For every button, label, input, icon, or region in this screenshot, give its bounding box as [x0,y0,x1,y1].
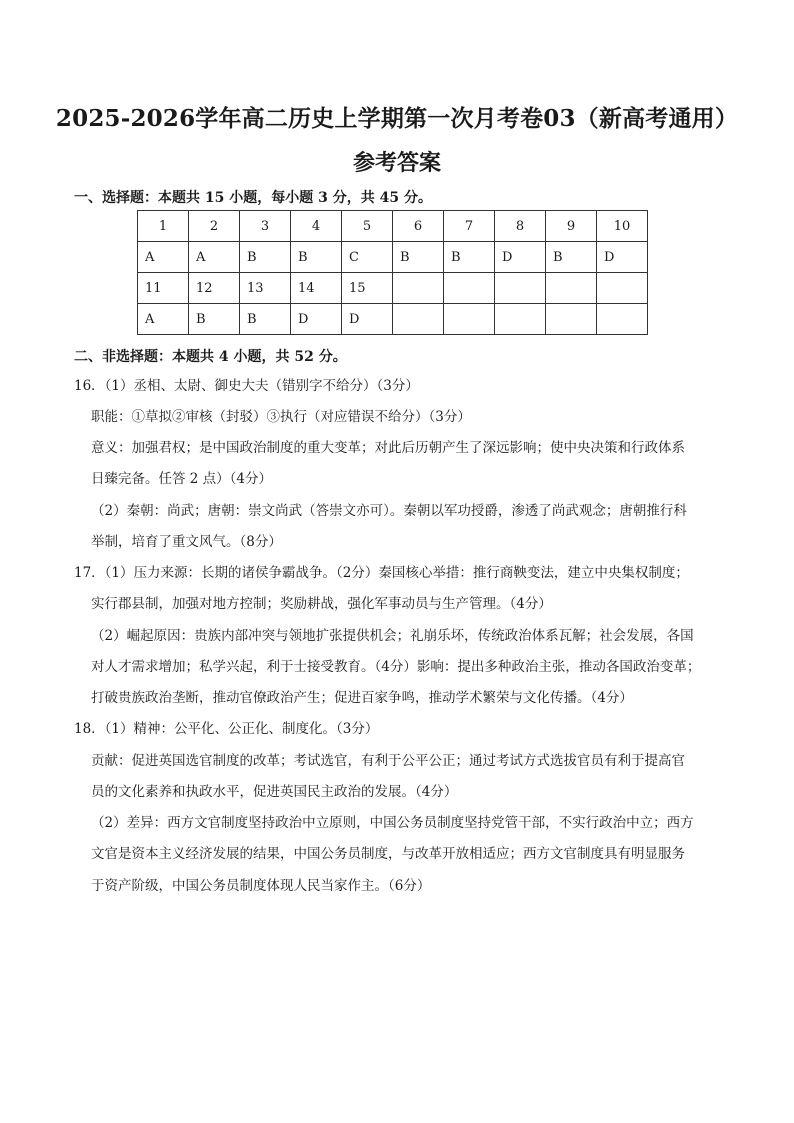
answer-line: 文官是资本主义经济发展的结果，中国公务员制度，与改革开放相适应；西方文官制度具有明显服务 [91,846,685,862]
table-cell: D [495,242,546,273]
table-cell: 6 [393,211,444,242]
table-cell: 9 [546,211,597,242]
table-cell: 12 [189,273,240,304]
answer-line: （2）崛起原因：贵族内部冲突与领地扩张提供机会；礼崩乐坏，传统政治体系瓦解；社会发展，各国 [91,628,694,644]
table-cell [597,304,648,335]
answer-line: 打破贵族政治垄断，推动官僚政治产生；促进百家争鸣，推动学术繁荣与文化传播。（4分） [91,690,633,706]
answer-line: （2）秦朝：尚武；唐朝：崇文尚武（答崇文亦可）。秦朝以军功授爵，渗透了尚武观念；唐朝推行科 [91,503,687,519]
table-cell: C [342,242,393,273]
section-choice-heading: 一、选择题：本题共 15 小题，每小题 3 分，共 45 分。 [74,190,432,206]
answer-line: （2）差异：西方文官制度坚持政治中立原则，中国公务员制度坚持党管干部，不实行政治中立；西方 [91,815,694,831]
answer-line: 实行郡县制，加强对地方控制；奖励耕战，强化军事动员与生产管理。（4分） [91,596,552,612]
table-cell [495,273,546,304]
table-cell: B [546,242,597,273]
answer-line: 举制，培育了重文风气。（8分） [91,534,282,550]
answer-table [137,210,648,335]
table-cell: 5 [342,211,393,242]
answer-line: 17．（1）压力来源：长期的诸侯争霸战争。（2分）秦国核心举措：推行商鞅变法，建立中央集权制度； [74,565,689,581]
answer-line: 16．（1）丞相、太尉、御史大夫（错别字不给分）（3分） [74,378,419,394]
table-cell: D [342,304,393,335]
answer-line: 职能：①草拟②审核（封驳）③执行（对应错误不给分）（3分） [91,409,471,425]
section-nonchoice-heading: 二、非选择题：本题共 4 小题，共 52 分。 [74,349,347,365]
answer-line: 18．（1）精神：公平化、公正化、制度化。（3分） [74,721,379,737]
table-cell: 3 [240,211,291,242]
table-cell: 1 [138,211,189,242]
answer-line: 员的文化素养和执政水平，促进英国民主政治的发展。（4分） [91,784,458,800]
table-cell: 10 [597,211,648,242]
table-cell: A [138,242,189,273]
table-cell [546,273,597,304]
table-cell: D [291,304,342,335]
table-cell: B [291,242,342,273]
answer-line: 于资产阶级，中国公务员制度体现人民当家作主。（6分） [91,878,431,894]
table-cell: B [240,242,291,273]
table-cell [546,304,597,335]
table-cell: A [138,304,189,335]
table-cell: B [240,304,291,335]
table-cell: 13 [240,273,291,304]
table-cell: D [597,242,648,273]
table-cell: 8 [495,211,546,242]
document-subtitle: 参考答案 [352,150,441,176]
table-cell: 11 [138,273,189,304]
table-cell: B [444,242,495,273]
table-cell [393,273,444,304]
table-cell: 14 [291,273,342,304]
answer-line: 日臻完备。任答 2 点）（4分） [91,471,273,487]
answer-line: 贡献：促进英国选官制度的改革；考试选官，有利于公平公正；通过考试方式选拔官员有利于提高官 [91,753,685,769]
table-cell: 7 [444,211,495,242]
table-cell: A [189,242,240,273]
table-cell: B [393,242,444,273]
table-row [138,242,648,273]
table-cell: B [189,304,240,335]
answer-line: 对人才需求增加；私学兴起，利于士接受教育。（4分）影响：提出多种政治主张，推动各国政治变革； [91,659,701,675]
table-cell [393,304,444,335]
document-title: 2025-2026学年高二历史上学期第一次月考卷03（新高考通用） [55,105,739,132]
table-row [138,304,648,335]
table-cell [444,304,495,335]
table-cell [495,304,546,335]
table-cell: 4 [291,211,342,242]
table-cell: 2 [189,211,240,242]
table-row [138,211,648,242]
table-row [138,273,648,304]
answer-line: 意义：加强君权；是中国政治制度的重大变革；对此后历朝产生了深远影响；使中央决策和行政体系 [91,440,685,456]
table-cell [444,273,495,304]
table-cell [597,273,648,304]
table-cell: 15 [342,273,393,304]
